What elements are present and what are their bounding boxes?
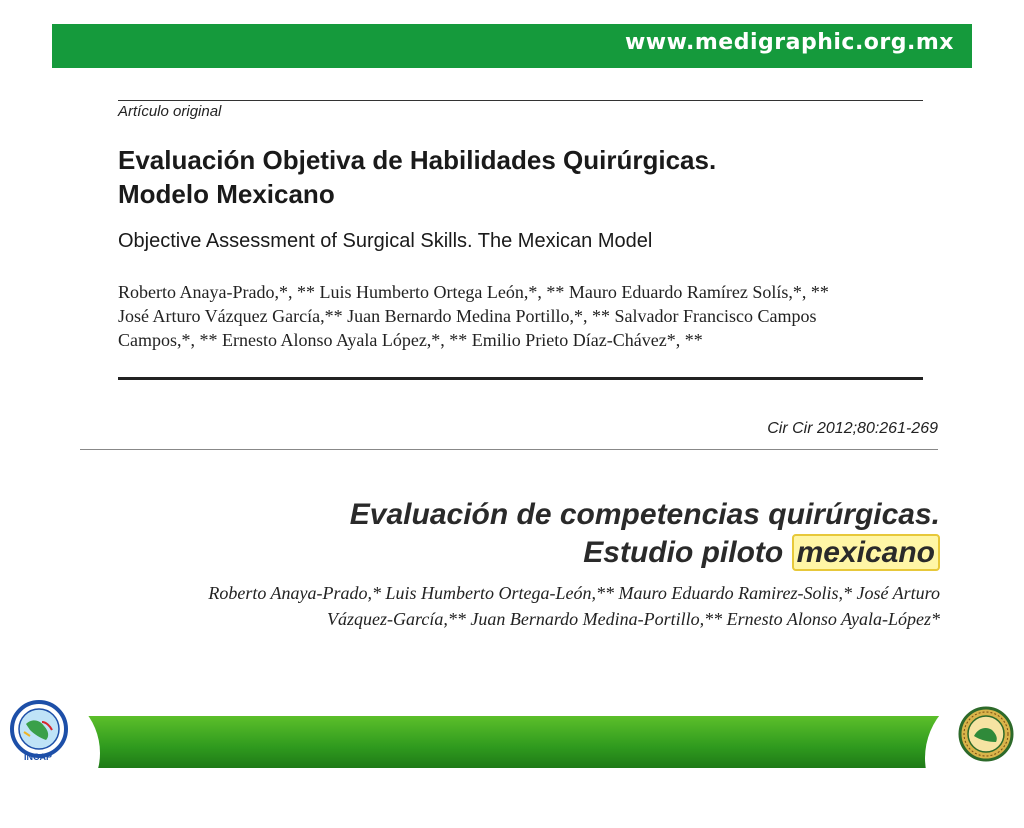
author-line-3: Campos,*, ** Ernesto Alonso Ayala López,*, ** Emilio Prieto Díaz-Chávez*, **	[118, 330, 703, 350]
highlighted-word: mexicano	[792, 534, 940, 571]
title-line-1: Evaluación Objetiva de Habilidades Quirúrgicas.	[118, 145, 717, 175]
citation: Cir Cir 2012;80:261-269	[767, 420, 938, 437]
title-line-2: Modelo Mexicano	[118, 179, 335, 209]
article2-authors	[120, 580, 940, 632]
incap-label: INCAP	[24, 752, 53, 762]
author-line-2: José Arturo Vázquez García,** Juan Bernardo Medina Portillo,*, ** Salvador Francisco Campos	[118, 306, 817, 326]
article2-title	[350, 496, 940, 572]
article2-title-line-2	[350, 534, 940, 572]
incap-seal-icon	[10, 700, 68, 758]
article2-title-line-1: Evaluación de competencias quirúrgicas.	[349, 498, 940, 531]
footer-band	[0, 716, 1024, 768]
site-banner	[52, 24, 972, 68]
article-title-english: Objective Assessment of Surgical Skills. The Mexican Model	[118, 230, 653, 252]
article-type: Artículo original	[118, 103, 222, 120]
article2-author-line-1: Roberto Anaya-Prado,* Luis Humberto Ortega-León,** Mauro Eduardo Ramirez-Solis,* José Arturo	[208, 583, 940, 603]
article-title-spanish	[118, 143, 878, 211]
author-line-1: Roberto Anaya-Prado,*, ** Luis Humberto Ortega León,*, ** Mauro Eduardo Ramírez Solís,*, **	[118, 282, 829, 302]
article2-title-prefix: Estudio piloto	[583, 536, 792, 569]
top-rule	[118, 100, 923, 101]
circular-seal-icon	[958, 706, 1014, 762]
authors-rule	[118, 377, 923, 380]
article2-author-line-2: Vázquez-García,** Juan Bernardo Medina-Portillo,** Ernesto Alonso Ayala-López*	[327, 609, 940, 629]
author-list	[118, 280, 918, 352]
site-url[interactable]: www.medigraphic.org.mx	[624, 30, 954, 55]
section-divider	[80, 449, 938, 450]
